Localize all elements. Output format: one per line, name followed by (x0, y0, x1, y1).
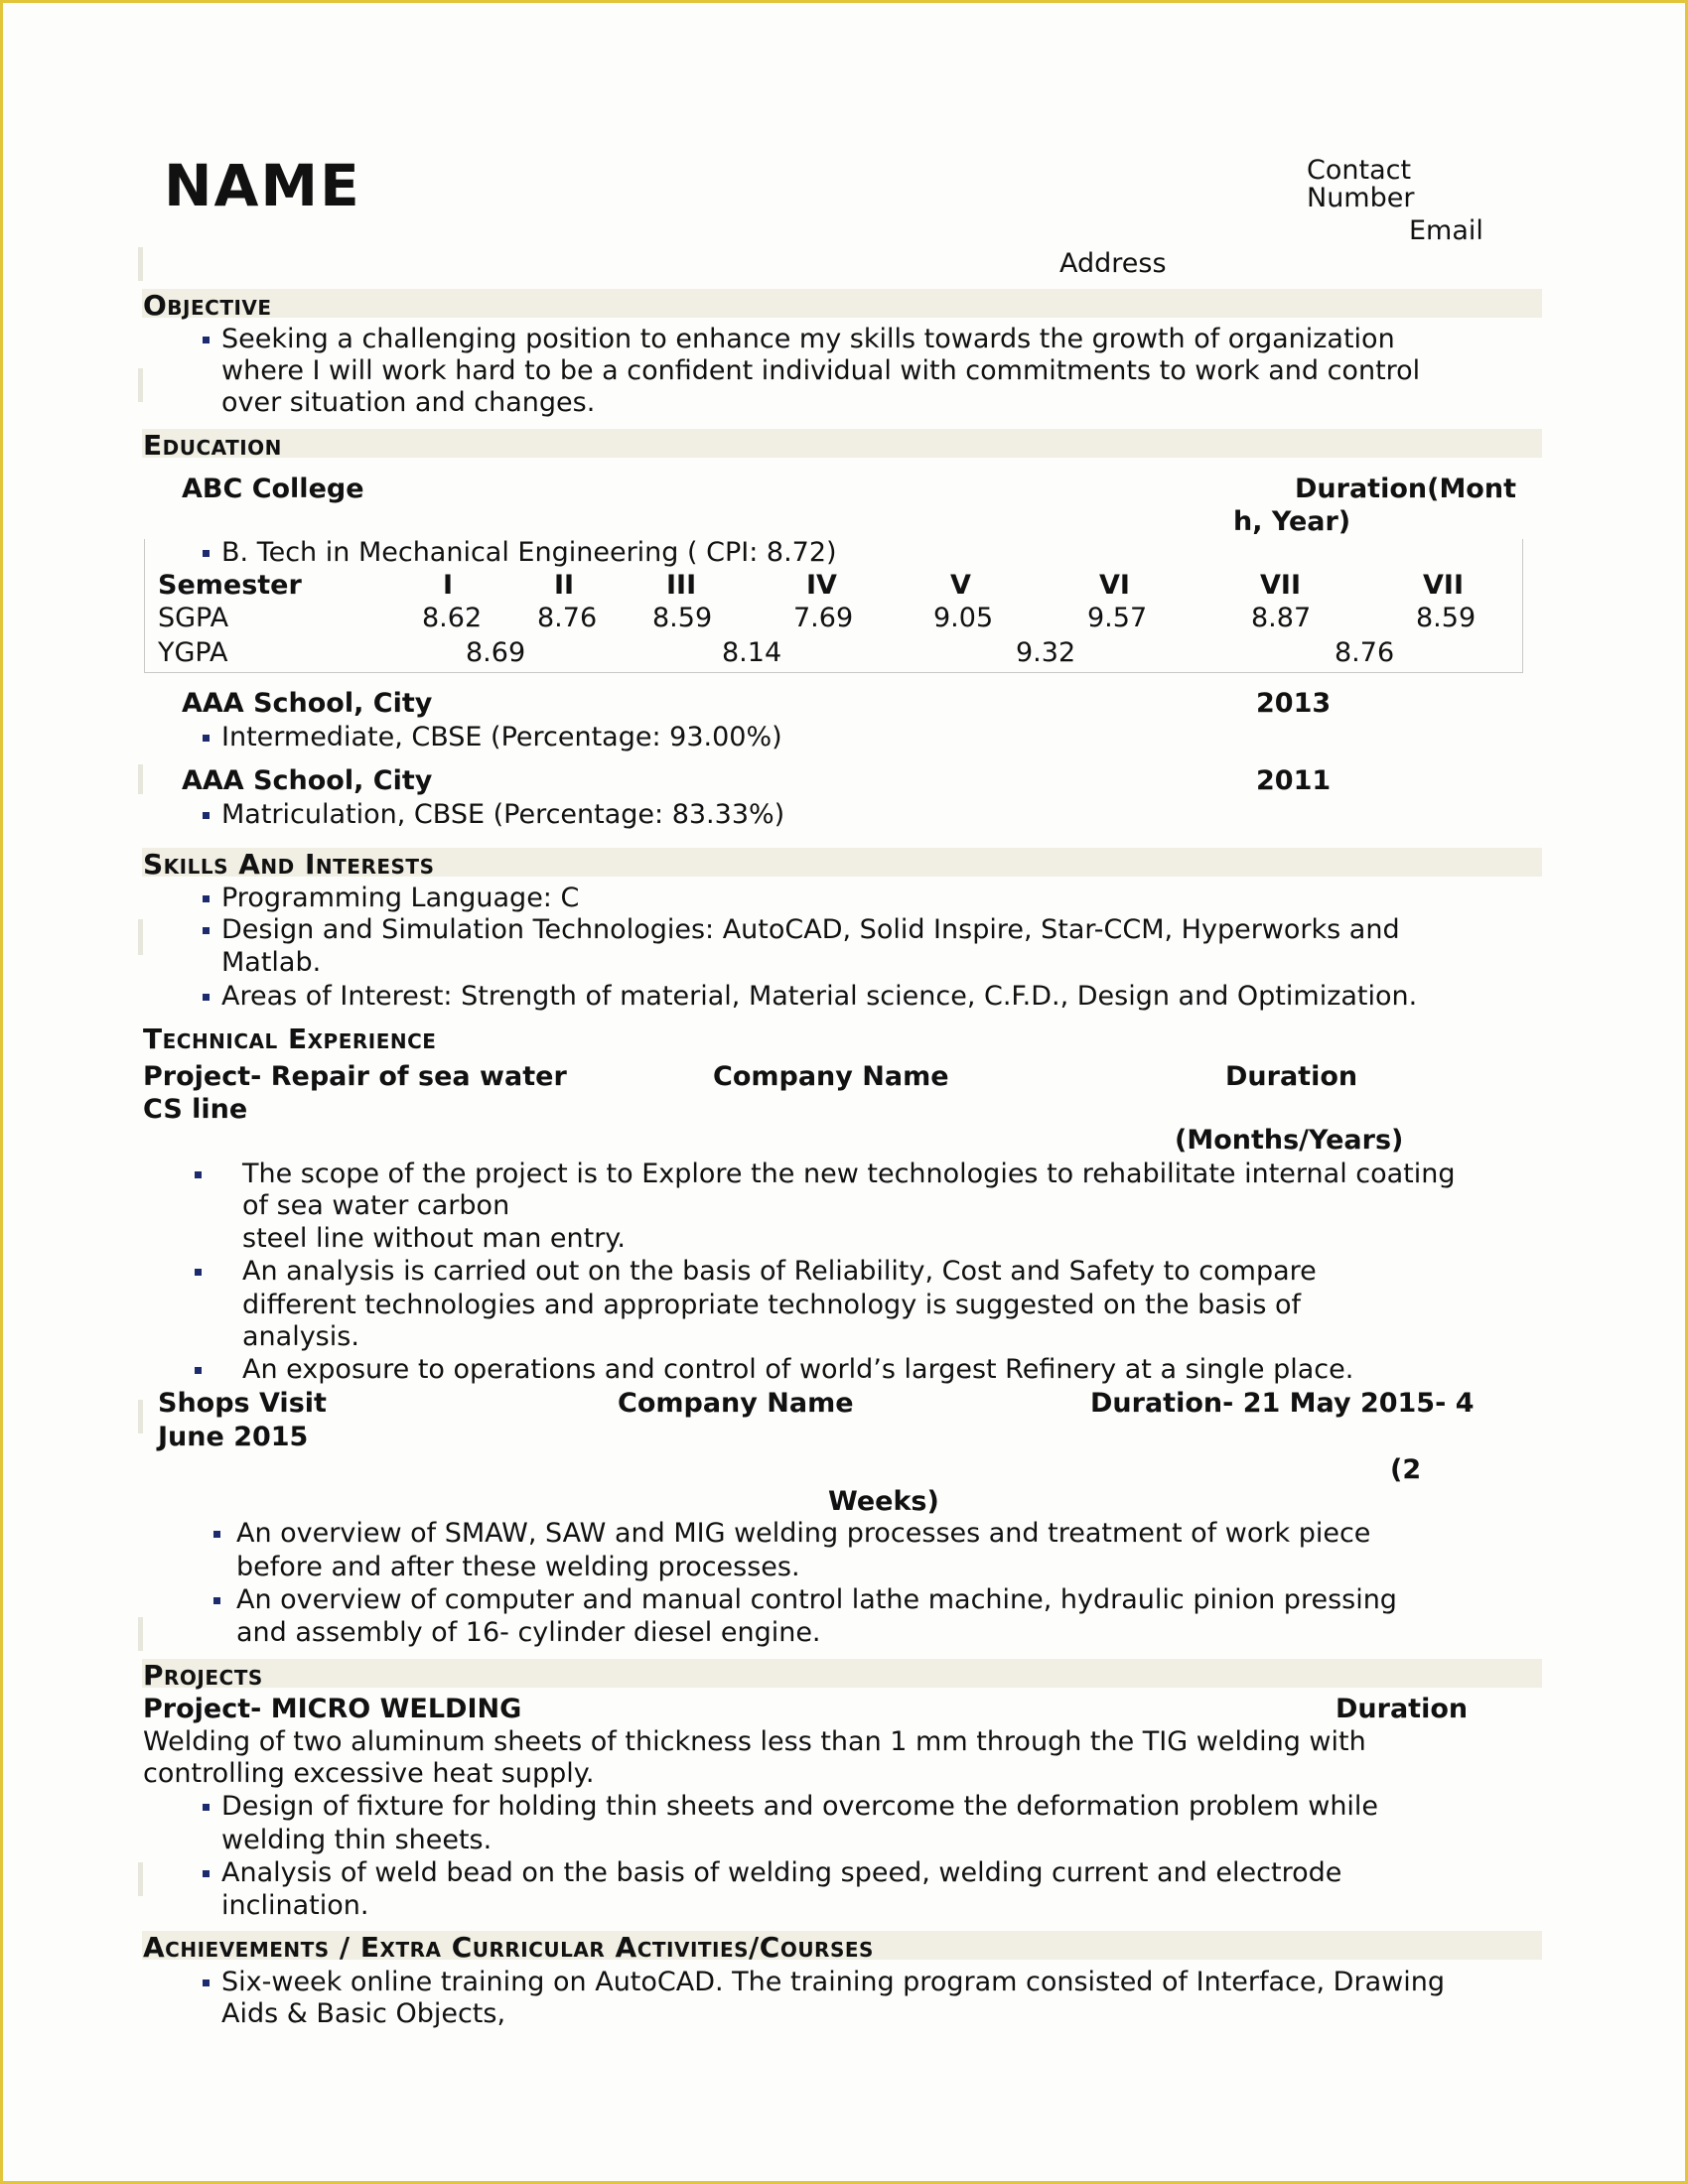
degree-line: B. Tech in Mechanical Engineering ( CPI: 8.72) (221, 537, 837, 568)
objective-line: Seeking a challenging position to enhance my skills towards the growth of organization (221, 324, 1395, 354)
margin-mark (138, 1617, 143, 1651)
school-detail: Intermediate, CBSE (Percentage: 93.00%) (221, 722, 782, 752)
technical-heading: Technical Experience (143, 1023, 437, 1055)
project-desc: Welding of two aluminum sheets of thickness less than 1 mm through the TIG welding with (143, 1726, 1366, 1757)
school-year: 2011 (1256, 765, 1332, 796)
sgpa-cell: 8.87 (1251, 603, 1312, 633)
project-duration: Duration (1336, 1694, 1469, 1724)
bullet (195, 1171, 202, 1178)
achievements-heading: Achievements / Extra Curricular Activities/Courses (143, 1931, 874, 1964)
semester-header: II (554, 570, 575, 601)
semester-header: VI (1099, 570, 1130, 601)
sgpa-cell: SGPA (158, 603, 229, 633)
bullet (203, 550, 210, 557)
bullet (203, 812, 210, 819)
ygpa-cell: 9.32 (1016, 637, 1076, 668)
education-heading: Education (143, 429, 282, 462)
tech-line: different technologies and appropriate technology is suggested on the basis of (242, 1290, 1301, 1320)
project-line: Design of fixture for holding thin sheets and overcome the deformation problem while (221, 1791, 1379, 1822)
duration-label-cont: h, Year) (1233, 506, 1351, 537)
tech-line: analysis. (242, 1321, 359, 1352)
semester-header: VII (1423, 570, 1464, 601)
project-title-cont: CS line (143, 1094, 248, 1125)
shops-company-name: Company Name (618, 1388, 854, 1419)
shops-line: An overview of SMAW, SAW and MIG welding processes and treatment of work piece (236, 1518, 1371, 1549)
margin-mark (138, 1862, 143, 1896)
bullet (213, 1531, 220, 1538)
school-year: 2013 (1256, 688, 1332, 719)
skills-line: Programming Language: C (221, 883, 580, 913)
ygpa-cell: 8.76 (1335, 637, 1395, 668)
ygpa-cell: 8.14 (722, 637, 782, 668)
bullet (203, 1979, 210, 1986)
sgpa-cell: 8.59 (652, 603, 713, 633)
bullet (203, 895, 210, 902)
shops-weeks-cont: Weeks) (828, 1486, 939, 1517)
semester-header: VII (1260, 570, 1301, 601)
school-name: AAA School, City (182, 765, 433, 796)
company-name: Company Name (713, 1061, 949, 1092)
bullet (213, 1597, 220, 1604)
tech-line: The scope of the project is to Explore the new technologies to rehabilitate internal coating (242, 1159, 1456, 1189)
school-name: AAA School, City (182, 688, 433, 719)
bullet (203, 927, 210, 934)
skills-line: Matlab. (221, 947, 322, 978)
section-band (142, 1659, 1542, 1692)
skills-heading: Skills And Interests (143, 848, 435, 881)
projects-heading: Projects (143, 1659, 263, 1692)
achievement-line: Six-week online training on AutoCAD. The training program consisted of Interface, Drawing (221, 1967, 1445, 1997)
sgpa-cell: 8.76 (537, 603, 598, 633)
margin-mark (138, 247, 143, 281)
bullet (203, 735, 210, 742)
college-name: ABC College (182, 474, 364, 504)
shops-weeks: (2 (1390, 1454, 1422, 1485)
tech-line: An exposure to operations and control of world’s largest Refinery at a single place. (242, 1354, 1354, 1385)
shops-duration: Duration- 21 May 2015- 4 (1090, 1388, 1475, 1419)
contact-label: Contact (1307, 155, 1412, 186)
project-line: inclination. (221, 1890, 369, 1921)
tech-line: of sea water carbon (242, 1190, 510, 1221)
bullet (203, 1804, 210, 1811)
bullet (203, 1870, 210, 1877)
achievement-line: Aids & Basic Objects, (221, 1998, 506, 2029)
margin-mark (138, 919, 143, 955)
ygpa-cell: 8.69 (466, 637, 526, 668)
margin-mark (138, 764, 143, 794)
bullet (195, 1367, 202, 1374)
semester-header: Semester (158, 570, 302, 601)
duration-unit: (Months/Years) (1175, 1125, 1404, 1156)
duration-label: Duration (1225, 1061, 1358, 1092)
project-title: Project- Repair of sea water (143, 1061, 567, 1092)
candidate-name: NAME (164, 152, 361, 219)
semester-header: IV (806, 570, 837, 601)
section-band (142, 289, 1542, 322)
shops-duration-cont: June 2015 (158, 1422, 309, 1452)
shops-line: before and after these welding processes. (236, 1552, 800, 1582)
section-band (142, 429, 1542, 462)
sgpa-cell: 7.69 (793, 603, 854, 633)
objective-line: over situation and changes. (221, 387, 596, 418)
semester-header: V (950, 570, 971, 601)
skills-line: Areas of Interest: Strength of material, Material science, C.F.D., Design and Optimization. (221, 981, 1418, 1012)
sgpa-cell: 9.05 (933, 603, 994, 633)
sgpa-cell: 8.62 (422, 603, 483, 633)
tech-line: steel line without man entry. (242, 1223, 627, 1254)
shops-line: and assembly of 16- cylinder diesel engine. (236, 1617, 821, 1648)
project-line: welding thin sheets. (221, 1825, 492, 1855)
margin-mark (138, 368, 143, 402)
semester-header: I (443, 570, 454, 601)
project-desc: controlling excessive heat supply. (143, 1758, 595, 1789)
margin-mark (138, 1400, 143, 1433)
project-title: Project- MICRO WELDING (143, 1694, 522, 1724)
semester-header: III (666, 570, 697, 601)
objective-heading: Objective (143, 289, 272, 322)
bullet (195, 1269, 202, 1276)
shops-visit-title: Shops Visit (158, 1388, 327, 1419)
contact-number-label: Number (1307, 183, 1415, 213)
sgpa-cell: 8.59 (1416, 603, 1477, 633)
bullet (203, 994, 210, 1001)
duration-label: Duration(Mont (1295, 474, 1516, 504)
sgpa-cell: 9.57 (1087, 603, 1148, 633)
ygpa-cell: YGPA (158, 637, 228, 668)
school-detail: Matriculation, CBSE (Percentage: 83.33%) (221, 799, 785, 830)
address-label: Address (1059, 248, 1167, 279)
project-line: Analysis of weld bead on the basis of welding speed, welding current and electrode (221, 1857, 1342, 1888)
bullet (203, 337, 210, 343)
email-label: Email (1409, 215, 1483, 246)
skills-line: Design and Simulation Technologies: AutoCAD, Solid Inspire, Star-CCM, Hyperworks and (221, 914, 1400, 945)
objective-line: where I will work hard to be a confident individual with commitments to work and control (221, 355, 1421, 386)
shops-line: An overview of computer and manual control lathe machine, hydraulic pinion pressing (236, 1584, 1397, 1615)
tech-line: An analysis is carried out on the basis of Reliability, Cost and Safety to compare (242, 1256, 1317, 1287)
